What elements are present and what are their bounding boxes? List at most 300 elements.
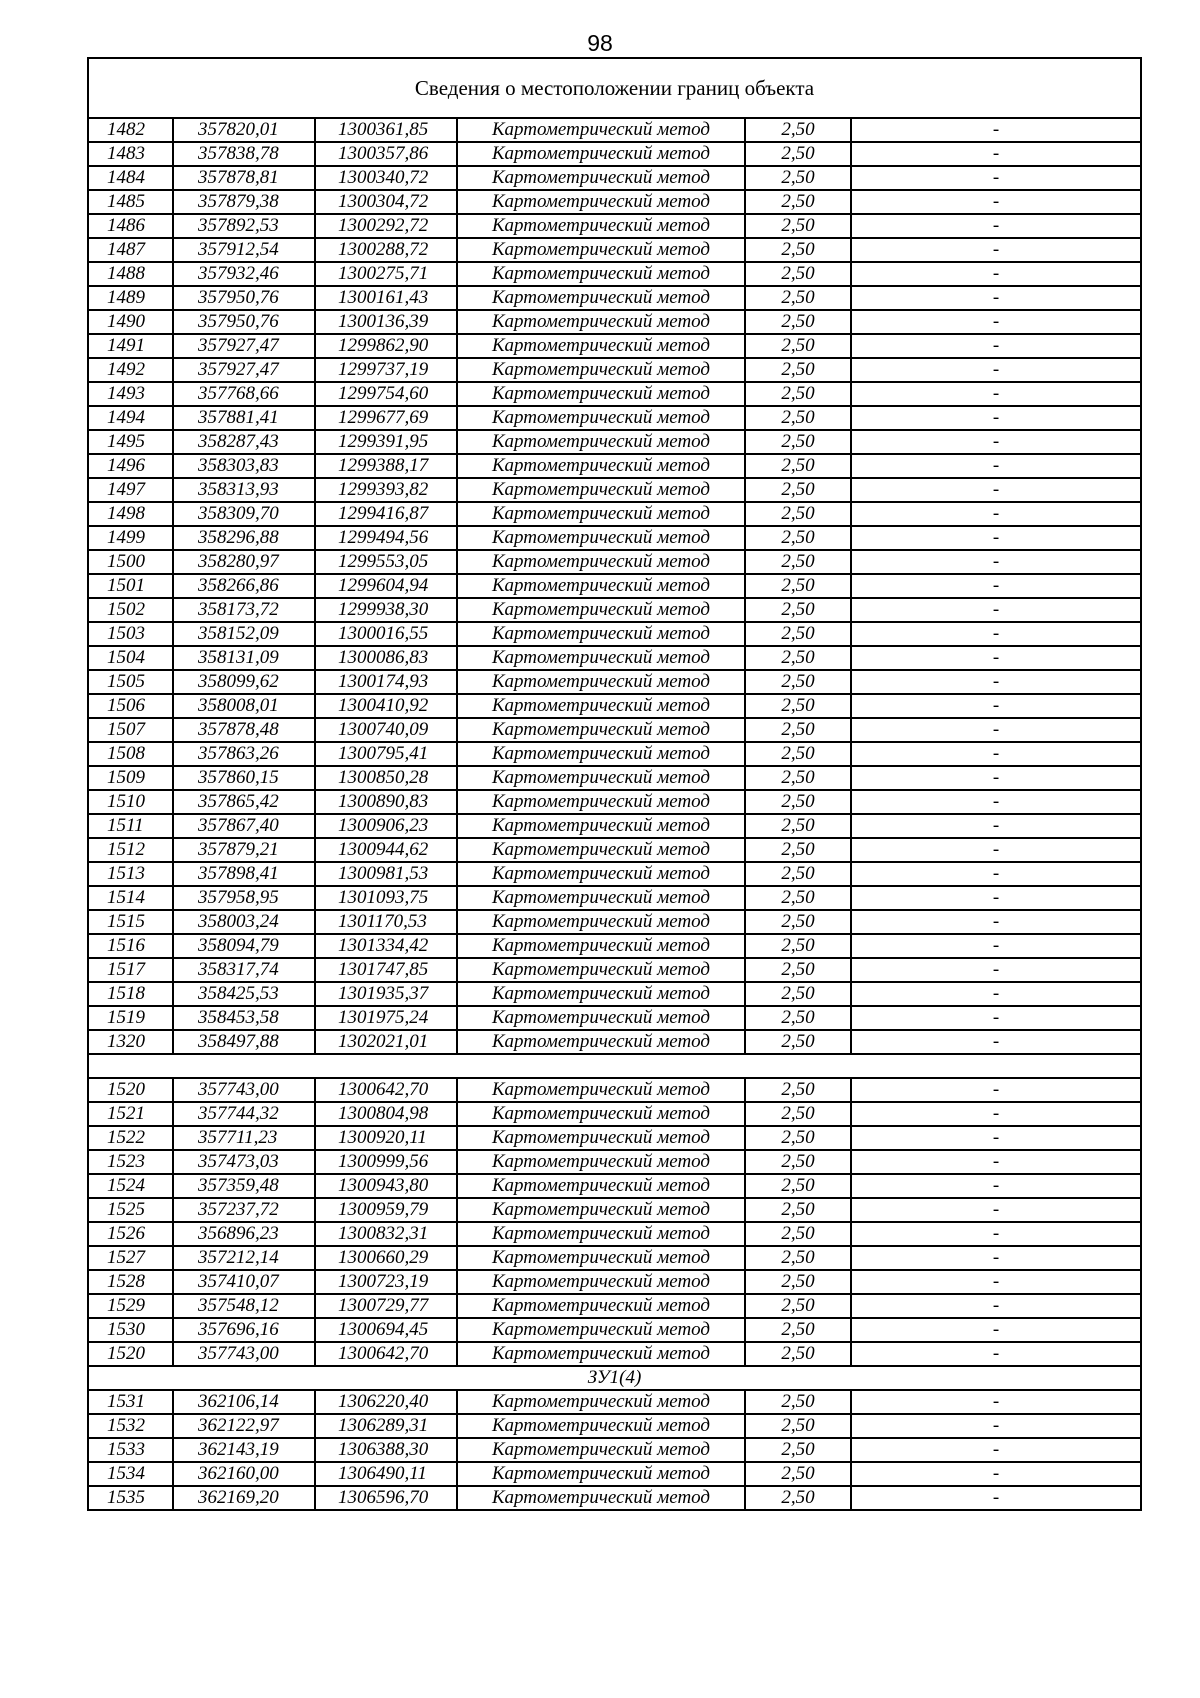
table-row	[88, 118, 1141, 142]
table-row	[88, 1342, 1141, 1366]
description-cell: -	[851, 1078, 1141, 1102]
table-row	[88, 622, 1141, 646]
x-coordinate-cell: 357878,81	[173, 166, 315, 190]
description-cell: -	[851, 622, 1141, 646]
x-coordinate-cell: 357743,00	[173, 1078, 315, 1102]
description-cell: -	[851, 1438, 1141, 1462]
accuracy-cell: 2,50	[745, 1294, 851, 1318]
x-coordinate-cell: 357743,00	[173, 1342, 315, 1366]
accuracy-cell: 2,50	[745, 118, 851, 142]
description-cell: -	[851, 1270, 1141, 1294]
y-coordinate-cell: 1301975,24	[315, 1006, 457, 1030]
accuracy-cell: 2,50	[745, 574, 851, 598]
accuracy-cell: 2,50	[745, 622, 851, 646]
accuracy-cell: 2,50	[745, 838, 851, 862]
point-number-cell: 1517	[88, 958, 173, 982]
point-number-cell: 1494	[88, 406, 173, 430]
description-cell: -	[851, 958, 1141, 982]
table-row	[88, 166, 1141, 190]
accuracy-cell: 2,50	[745, 598, 851, 622]
method-cell: Картометрический метод	[457, 166, 745, 190]
y-coordinate-cell: 1299553,05	[315, 550, 457, 574]
description-cell: -	[851, 286, 1141, 310]
y-coordinate-cell: 1300906,23	[315, 814, 457, 838]
x-coordinate-cell: 357881,41	[173, 406, 315, 430]
y-coordinate-cell: 1301170,53	[315, 910, 457, 934]
y-coordinate-cell: 1300292,72	[315, 214, 457, 238]
accuracy-cell: 2,50	[745, 1174, 851, 1198]
point-number-cell: 1520	[88, 1342, 173, 1366]
table-row	[88, 358, 1141, 382]
table-row	[88, 574, 1141, 598]
point-number-cell: 1499	[88, 526, 173, 550]
y-coordinate-cell: 1302021,01	[315, 1030, 457, 1054]
point-number-cell: 1518	[88, 982, 173, 1006]
y-coordinate-cell: 1300304,72	[315, 190, 457, 214]
accuracy-cell: 2,50	[745, 1342, 851, 1366]
description-cell: -	[851, 1390, 1141, 1414]
accuracy-cell: 2,50	[745, 1102, 851, 1126]
method-cell: Картометрический метод	[457, 118, 745, 142]
accuracy-cell: 2,50	[745, 694, 851, 718]
method-cell: Картометрический метод	[457, 1006, 745, 1030]
method-cell: Картометрический метод	[457, 1486, 745, 1510]
method-cell: Картометрический метод	[457, 886, 745, 910]
accuracy-cell: 2,50	[745, 1246, 851, 1270]
table-row	[88, 502, 1141, 526]
y-coordinate-cell: 1300086,83	[315, 646, 457, 670]
method-cell: Картометрический метод	[457, 1270, 745, 1294]
x-coordinate-cell: 358131,09	[173, 646, 315, 670]
table-row	[88, 238, 1141, 262]
accuracy-cell: 2,50	[745, 886, 851, 910]
point-number-cell: 1502	[88, 598, 173, 622]
accuracy-cell: 2,50	[745, 166, 851, 190]
method-cell: Картометрический метод	[457, 670, 745, 694]
table-row	[88, 1270, 1141, 1294]
x-coordinate-cell: 358099,62	[173, 670, 315, 694]
y-coordinate-cell: 1300275,71	[315, 262, 457, 286]
description-cell: -	[851, 310, 1141, 334]
x-coordinate-cell: 357696,16	[173, 1318, 315, 1342]
description-cell: -	[851, 406, 1141, 430]
accuracy-cell: 2,50	[745, 1414, 851, 1438]
description-cell: -	[851, 694, 1141, 718]
table-row	[88, 1102, 1141, 1126]
table-row	[88, 694, 1141, 718]
y-coordinate-cell: 1300804,98	[315, 1102, 457, 1126]
accuracy-cell: 2,50	[745, 670, 851, 694]
point-number-cell: 1511	[88, 814, 173, 838]
accuracy-cell: 2,50	[745, 790, 851, 814]
point-number-cell: 1496	[88, 454, 173, 478]
method-cell: Картометрический метод	[457, 1030, 745, 1054]
accuracy-cell: 2,50	[745, 262, 851, 286]
table-row	[88, 1150, 1141, 1174]
y-coordinate-cell: 1300890,83	[315, 790, 457, 814]
accuracy-cell: 2,50	[745, 214, 851, 238]
x-coordinate-cell: 357927,47	[173, 358, 315, 382]
table-row	[88, 838, 1141, 862]
table-header-row	[88, 58, 1141, 118]
x-coordinate-cell: 357863,26	[173, 742, 315, 766]
method-cell: Картометрический метод	[457, 742, 745, 766]
y-coordinate-cell: 1300016,55	[315, 622, 457, 646]
description-cell: -	[851, 886, 1141, 910]
point-number-cell: 1482	[88, 118, 173, 142]
method-cell: Картометрический метод	[457, 1342, 745, 1366]
point-number-cell: 1503	[88, 622, 173, 646]
method-cell: Картометрический метод	[457, 358, 745, 382]
table-row	[88, 1198, 1141, 1222]
accuracy-cell: 2,50	[745, 766, 851, 790]
point-number-cell: 1483	[88, 142, 173, 166]
table-row	[88, 1174, 1141, 1198]
table-row	[88, 934, 1141, 958]
y-coordinate-cell: 1300136,39	[315, 310, 457, 334]
method-cell: Картометрический метод	[457, 1462, 745, 1486]
point-number-cell: 1522	[88, 1126, 173, 1150]
table-body	[88, 58, 1141, 1510]
y-coordinate-cell: 1301093,75	[315, 886, 457, 910]
y-coordinate-cell: 1300660,29	[315, 1246, 457, 1270]
y-coordinate-cell: 1300642,70	[315, 1342, 457, 1366]
point-number-cell: 1506	[88, 694, 173, 718]
x-coordinate-cell: 356896,23	[173, 1222, 315, 1246]
y-coordinate-cell: 1300340,72	[315, 166, 457, 190]
table-row	[88, 1006, 1141, 1030]
point-number-cell: 1520	[88, 1078, 173, 1102]
method-cell: Картометрический метод	[457, 718, 745, 742]
y-coordinate-cell: 1300410,92	[315, 694, 457, 718]
table-row	[88, 1126, 1141, 1150]
x-coordinate-cell: 357711,23	[173, 1126, 315, 1150]
table-row	[88, 814, 1141, 838]
accuracy-cell: 2,50	[745, 1126, 851, 1150]
x-coordinate-cell: 357473,03	[173, 1150, 315, 1174]
table-row	[88, 334, 1141, 358]
method-cell: Картометрический метод	[457, 310, 745, 334]
separator-row	[88, 1054, 1141, 1078]
accuracy-cell: 2,50	[745, 1438, 851, 1462]
y-coordinate-cell: 1300943,80	[315, 1174, 457, 1198]
accuracy-cell: 2,50	[745, 1222, 851, 1246]
method-cell: Картометрический метод	[457, 1246, 745, 1270]
x-coordinate-cell: 357958,95	[173, 886, 315, 910]
description-cell: -	[851, 574, 1141, 598]
x-coordinate-cell: 357950,76	[173, 286, 315, 310]
description-cell: -	[851, 742, 1141, 766]
x-coordinate-cell: 357212,14	[173, 1246, 315, 1270]
table-row	[88, 1462, 1141, 1486]
method-cell: Картометрический метод	[457, 1102, 745, 1126]
description-cell: -	[851, 1462, 1141, 1486]
method-cell: Картометрический метод	[457, 526, 745, 550]
table-row	[88, 670, 1141, 694]
y-coordinate-cell: 1301935,37	[315, 982, 457, 1006]
table-row	[88, 406, 1141, 430]
description-cell: -	[851, 382, 1141, 406]
table-title: Сведения о местоположении границ объекта	[88, 58, 1141, 118]
point-number-cell: 1489	[88, 286, 173, 310]
y-coordinate-cell: 1306388,30	[315, 1438, 457, 1462]
point-number-cell: 1484	[88, 166, 173, 190]
table-row	[88, 1318, 1141, 1342]
point-number-cell: 1526	[88, 1222, 173, 1246]
accuracy-cell: 2,50	[745, 718, 851, 742]
method-cell: Картометрический метод	[457, 550, 745, 574]
method-cell: Картометрический метод	[457, 814, 745, 838]
table-row	[88, 1438, 1141, 1462]
point-number-cell: 1486	[88, 214, 173, 238]
x-coordinate-cell: 358008,01	[173, 694, 315, 718]
point-number-cell: 1515	[88, 910, 173, 934]
method-cell: Картометрический метод	[457, 478, 745, 502]
accuracy-cell: 2,50	[745, 934, 851, 958]
description-cell: -	[851, 766, 1141, 790]
x-coordinate-cell: 362169,20	[173, 1486, 315, 1510]
separator-cell	[88, 1054, 1141, 1078]
description-cell: -	[851, 454, 1141, 478]
point-number-cell: 1516	[88, 934, 173, 958]
method-cell: Картометрический метод	[457, 574, 745, 598]
accuracy-cell: 2,50	[745, 286, 851, 310]
method-cell: Картометрический метод	[457, 838, 745, 862]
y-coordinate-cell: 1300850,28	[315, 766, 457, 790]
point-number-cell: 1523	[88, 1150, 173, 1174]
table-row	[88, 1294, 1141, 1318]
accuracy-cell: 2,50	[745, 430, 851, 454]
x-coordinate-cell: 358497,88	[173, 1030, 315, 1054]
y-coordinate-cell: 1300832,31	[315, 1222, 457, 1246]
method-cell: Картометрический метод	[457, 214, 745, 238]
x-coordinate-cell: 357865,42	[173, 790, 315, 814]
point-number-cell: 1530	[88, 1318, 173, 1342]
method-cell: Картометрический метод	[457, 1438, 745, 1462]
table-row	[88, 1078, 1141, 1102]
x-coordinate-cell: 358280,97	[173, 550, 315, 574]
x-coordinate-cell: 357820,01	[173, 118, 315, 142]
point-number-cell: 1528	[88, 1270, 173, 1294]
table-row	[88, 742, 1141, 766]
description-cell: -	[851, 718, 1141, 742]
description-cell: -	[851, 118, 1141, 142]
y-coordinate-cell: 1301747,85	[315, 958, 457, 982]
y-coordinate-cell: 1299494,56	[315, 526, 457, 550]
method-cell: Картометрический метод	[457, 430, 745, 454]
description-cell: -	[851, 838, 1141, 862]
description-cell: -	[851, 934, 1141, 958]
method-cell: Картометрический метод	[457, 1174, 745, 1198]
accuracy-cell: 2,50	[745, 238, 851, 262]
description-cell: -	[851, 862, 1141, 886]
point-number-cell: 1488	[88, 262, 173, 286]
description-cell: -	[851, 430, 1141, 454]
point-number-cell: 1509	[88, 766, 173, 790]
method-cell: Картометрический метод	[457, 862, 745, 886]
x-coordinate-cell: 358287,43	[173, 430, 315, 454]
x-coordinate-cell: 357359,48	[173, 1174, 315, 1198]
method-cell: Картометрический метод	[457, 1294, 745, 1318]
y-coordinate-cell: 1300694,45	[315, 1318, 457, 1342]
y-coordinate-cell: 1300920,11	[315, 1126, 457, 1150]
x-coordinate-cell: 357744,32	[173, 1102, 315, 1126]
table-row	[88, 142, 1141, 166]
accuracy-cell: 2,50	[745, 982, 851, 1006]
description-cell: -	[851, 1174, 1141, 1198]
y-coordinate-cell: 1306596,70	[315, 1486, 457, 1510]
table-row	[88, 862, 1141, 886]
description-cell: -	[851, 790, 1141, 814]
method-cell: Картометрический метод	[457, 598, 745, 622]
y-coordinate-cell: 1299393,82	[315, 478, 457, 502]
accuracy-cell: 2,50	[745, 1318, 851, 1342]
description-cell: -	[851, 598, 1141, 622]
point-number-cell: 1521	[88, 1102, 173, 1126]
point-number-cell: 1527	[88, 1246, 173, 1270]
x-coordinate-cell: 357898,41	[173, 862, 315, 886]
point-number-cell: 1535	[88, 1486, 173, 1510]
point-number-cell: 1529	[88, 1294, 173, 1318]
method-cell: Картометрический метод	[457, 334, 745, 358]
point-number-cell: 1533	[88, 1438, 173, 1462]
accuracy-cell: 2,50	[745, 454, 851, 478]
accuracy-cell: 2,50	[745, 1198, 851, 1222]
point-number-cell: 1490	[88, 310, 173, 334]
accuracy-cell: 2,50	[745, 190, 851, 214]
table-row	[88, 718, 1141, 742]
y-coordinate-cell: 1300729,77	[315, 1294, 457, 1318]
description-cell: -	[851, 142, 1141, 166]
accuracy-cell: 2,50	[745, 1078, 851, 1102]
point-number-cell: 1514	[88, 886, 173, 910]
point-number-cell: 1524	[88, 1174, 173, 1198]
accuracy-cell: 2,50	[745, 1030, 851, 1054]
point-number-cell: 1320	[88, 1030, 173, 1054]
point-number-cell: 1525	[88, 1198, 173, 1222]
description-cell: -	[851, 1030, 1141, 1054]
accuracy-cell: 2,50	[745, 958, 851, 982]
x-coordinate-cell: 362106,14	[173, 1390, 315, 1414]
table-row	[88, 382, 1141, 406]
x-coordinate-cell: 357768,66	[173, 382, 315, 406]
method-cell: Картометрический метод	[457, 454, 745, 478]
description-cell: -	[851, 238, 1141, 262]
x-coordinate-cell: 357410,07	[173, 1270, 315, 1294]
table-row	[88, 430, 1141, 454]
accuracy-cell: 2,50	[745, 310, 851, 334]
accuracy-cell: 2,50	[745, 502, 851, 526]
x-coordinate-cell: 362160,00	[173, 1462, 315, 1486]
y-coordinate-cell: 1300361,85	[315, 118, 457, 142]
method-cell: Картометрический метод	[457, 406, 745, 430]
method-cell: Картометрический метод	[457, 142, 745, 166]
method-cell: Картометрический метод	[457, 958, 745, 982]
description-cell: -	[851, 1318, 1141, 1342]
accuracy-cell: 2,50	[745, 550, 851, 574]
y-coordinate-cell: 1300959,79	[315, 1198, 457, 1222]
x-coordinate-cell: 358094,79	[173, 934, 315, 958]
x-coordinate-cell: 358303,83	[173, 454, 315, 478]
point-number-cell: 1495	[88, 430, 173, 454]
point-number-cell: 1487	[88, 238, 173, 262]
y-coordinate-cell: 1299737,19	[315, 358, 457, 382]
method-cell: Картометрический метод	[457, 790, 745, 814]
table-row	[88, 886, 1141, 910]
description-cell: -	[851, 358, 1141, 382]
table-row	[88, 1246, 1141, 1270]
table-row	[88, 1414, 1141, 1438]
point-number-cell: 1532	[88, 1414, 173, 1438]
point-number-cell: 1531	[88, 1390, 173, 1414]
table-row	[88, 982, 1141, 1006]
accuracy-cell: 2,50	[745, 1006, 851, 1030]
method-cell: Картометрический метод	[457, 1126, 745, 1150]
x-coordinate-cell: 357879,38	[173, 190, 315, 214]
point-number-cell: 1492	[88, 358, 173, 382]
method-cell: Картометрический метод	[457, 1318, 745, 1342]
y-coordinate-cell: 1300174,93	[315, 670, 457, 694]
point-number-cell: 1504	[88, 646, 173, 670]
y-coordinate-cell: 1299416,87	[315, 502, 457, 526]
y-coordinate-cell: 1299604,94	[315, 574, 457, 598]
table-row	[88, 1222, 1141, 1246]
description-cell: -	[851, 502, 1141, 526]
point-number-cell: 1512	[88, 838, 173, 862]
point-number-cell: 1498	[88, 502, 173, 526]
y-coordinate-cell: 1306289,31	[315, 1414, 457, 1438]
description-cell: -	[851, 1246, 1141, 1270]
method-cell: Картометрический метод	[457, 1078, 745, 1102]
x-coordinate-cell: 357878,48	[173, 718, 315, 742]
description-cell: -	[851, 1126, 1141, 1150]
accuracy-cell: 2,50	[745, 742, 851, 766]
description-cell: -	[851, 334, 1141, 358]
x-coordinate-cell: 358173,72	[173, 598, 315, 622]
x-coordinate-cell: 358309,70	[173, 502, 315, 526]
point-number-cell: 1500	[88, 550, 173, 574]
method-cell: Картометрический метод	[457, 694, 745, 718]
description-cell: -	[851, 262, 1141, 286]
description-cell: -	[851, 166, 1141, 190]
description-cell: -	[851, 1198, 1141, 1222]
description-cell: -	[851, 550, 1141, 574]
method-cell: Картометрический метод	[457, 1222, 745, 1246]
table-row	[88, 958, 1141, 982]
y-coordinate-cell: 1300288,72	[315, 238, 457, 262]
accuracy-cell: 2,50	[745, 358, 851, 382]
table-row	[88, 1390, 1141, 1414]
accuracy-cell: 2,50	[745, 646, 851, 670]
x-coordinate-cell: 358317,74	[173, 958, 315, 982]
point-number-cell: 1497	[88, 478, 173, 502]
y-coordinate-cell: 1300795,41	[315, 742, 457, 766]
description-cell: -	[851, 982, 1141, 1006]
boundary-coordinates-table	[87, 57, 1142, 1511]
section-title: ЗУ1(4)	[88, 1366, 1141, 1390]
x-coordinate-cell: 357892,53	[173, 214, 315, 238]
method-cell: Картометрический метод	[457, 766, 745, 790]
method-cell: Картометрический метод	[457, 382, 745, 406]
point-number-cell: 1505	[88, 670, 173, 694]
description-cell: -	[851, 1222, 1141, 1246]
y-coordinate-cell: 1300999,56	[315, 1150, 457, 1174]
method-cell: Картометрический метод	[457, 262, 745, 286]
point-number-cell: 1493	[88, 382, 173, 406]
y-coordinate-cell: 1300723,19	[315, 1270, 457, 1294]
method-cell: Картометрический метод	[457, 1390, 745, 1414]
x-coordinate-cell: 362122,97	[173, 1414, 315, 1438]
